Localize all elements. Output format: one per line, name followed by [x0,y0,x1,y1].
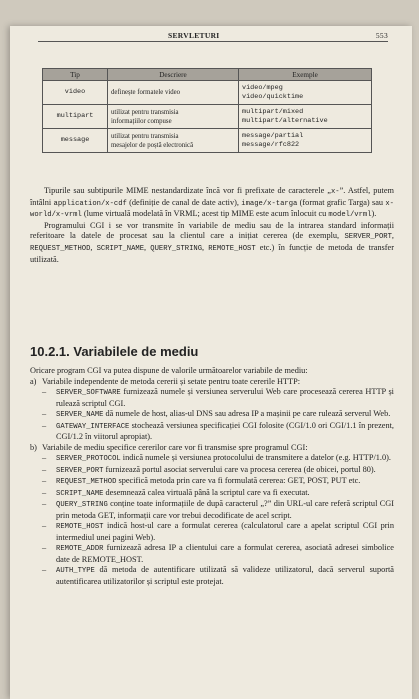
variable-description: conține toate informațiile de după caracterul „?” din URL-ul care referă scriptul CGI prin metoda GET, informații care vor trebui decodificate de acel script. [56,499,394,520]
group-text: Variabile independente de metoda cererii și setate pentru toate cererile HTTP: [42,376,301,386]
column-header-type: Tip [43,69,108,81]
text-run: (definiție de canal de date activ), [126,197,242,207]
running-header [10,26,412,42]
cell-type [43,105,108,129]
variable-name: REMOTE_HOST [56,523,104,531]
text-run: , [90,242,97,252]
group-text: Variabile de mediu specifice cererilor care vor fi transmise spre programul CGI: [42,442,308,452]
paragraph-cgi-variables [30,221,394,265]
list-item: – SERVER_PORT furnizează portul asociat serverului care va procesa cererea (de obicei, portul 80). [42,464,376,475]
text-run: (lume virtuală modelată în VRML; acest tip MIME este acum înlocuit cu [81,209,329,219]
text-run: Tipurile sau subtipurile MIME nestandardizate încă vor fi prefixate de caracterele „ [44,186,331,195]
variable-description: indică numele și versiunea protocolului de transmitere a datelor (e.g. HTTP/1.0). [120,453,391,462]
text-run: , [202,242,209,252]
group-heading [30,377,394,388]
column-header-examples: Exemple [239,69,372,81]
type-code: video [64,88,86,96]
variable-name: REQUEST_METHOD [56,478,117,486]
inline-code: REQUEST_METHOD [30,244,91,253]
text-run: Programului CGI i se vor transmite în variabile de mediu sau de la intrarea standard informații referitoare la datele de procesat sau la clientul care a inițiat cererea (de exemplu, [30,220,394,241]
variable-name: SERVER_PROTOCOL [56,455,121,463]
inline-code: model/vrml [328,211,372,220]
table-row [43,105,372,129]
paragraph-mime-prefix [30,186,394,221]
chapter-title: SERVLETURI [168,31,220,40]
text-run: , [144,242,151,252]
description-line: utilizat pentru transmisia [111,132,179,140]
example-line: multipart/alternative [242,116,328,125]
variable-description: indică host-ul care a formulat cererea (calculatorul care a apelat scriptul CGI prin intermediul unei pagini Web). [56,521,394,542]
group-b [30,443,394,588]
text-run: (format grafic Targa) sau [297,197,386,207]
example-line: message/rfc822 [242,140,300,149]
book-page [10,26,412,699]
type-code: multipart [56,112,94,120]
table-header-row [43,69,372,81]
page-number: 553 [375,31,388,40]
list-item: – SCRIPT_NAME desemnează calea virtuală până la scriptul care va fi executat. [42,487,310,498]
cell-examples [239,129,372,153]
description-line: utilizat pentru transmisia [111,108,179,116]
cell-description [108,81,239,105]
list-item: – REMOTE_HOST indică host-ul care a formulat cererea (calculatorul care a apelat scriptul CGI prin intermediul unei pagini Web). [42,521,394,542]
text-run: , [391,231,394,241]
variable-description: furnizează adresa IP a clientului care a formulat cererea, asociată adresei simbolice date de REMOTE_HOST. [56,543,394,564]
cell-examples [239,105,372,129]
cell-type [43,81,108,105]
example-line: multipart/mixed [242,107,304,116]
inline-code: QUERY_STRING [150,244,203,253]
group-a [30,377,394,443]
type-code: message [60,136,90,144]
list-item: – SERVER_NAME dă numele de host, alias-ul DNS sau adresa IP a mașinii pe care rulează serverul Web. [42,409,391,419]
variable-name: SCRIPT_NAME [56,489,104,498]
table-row [43,129,372,153]
variable-description: furnizează numele și versiunea serverului Web care procesează cererea HTTP și rulează scriptul CGI. [56,387,394,408]
variable-description: furnizează portul asociat serverului care va procesa cererea (de obicei, portul 80). [103,464,376,474]
list-item: – AUTH_TYPE dă metoda de autentificare utilizată să valideze utilizatorul, dacă serverul suportă autentificarea utilizatorilor și scriptul este protejat. [42,565,394,586]
variable-name: REMOTE_ADDR [56,545,104,553]
example-line: video/quicktime [242,92,304,101]
inline-code: REMOTE_HOST [208,244,256,253]
description-line: mesajelor de poștă electronică [111,141,194,149]
group-heading [30,443,394,454]
header-rule [38,41,388,42]
list-item: – REQUEST_METHOD specifică metoda prin care va fi formulată cererea: GET, POST, PUT etc. [42,476,361,486]
inline-code: application/x-cdf [53,199,127,208]
cell-type [43,129,108,153]
variable-name: SERVER_NAME [56,411,104,419]
group-label: b) [30,442,37,452]
list-item: – QUERY_STRING conține toate informațiile de după caracterul „?” din URL-ul care referă scriptul CGI prin metoda GET, informații care vor trebui decodificate de acel script. [42,499,394,520]
cell-examples [239,81,372,105]
variable-description: dă metoda de autentificare utilizată să valideze utilizatorul, dacă serverul suportă autentificarea utilizatorilor și scriptul este protejat. [56,565,394,586]
group-label: a) [30,376,37,386]
variable-description: stochează versiunea specificației CGI folosite (CGI/1.0 ori CGI/1.1 în prezent, CGI/1.2 în viitorul apropiat). [56,420,394,441]
variable-description: dă numele de host, alias-ul DNS sau adresa IP a mașinii pe care rulează serverul Web. [103,409,391,418]
mime-types-table [42,68,372,153]
list-item: – REMOTE_ADDR furnizează adresa IP a clientului care a formulat cererea, asociată adresei simbolice date de REMOTE_HOST. [42,543,394,564]
variable-name: QUERY_STRING [56,501,108,509]
variable-description: desemnează calea virtuală până la scriptul care va fi executat. [103,487,310,497]
environment-variables-list [30,366,394,587]
variable-name: SERVER_PORT [56,466,104,475]
inline-code: x-world/x-vrml [30,199,394,220]
list-intro: Oricare program CGI va putea dispune de valorile următoarelor variabile de mediu: [30,366,308,375]
example-line: message/partial [242,131,304,140]
cell-description [108,129,239,153]
text-run: ). [371,209,377,219]
cell-description [108,105,239,129]
description-line: informațiilor compuse [111,117,172,125]
list-item: – SERVER_PROTOCOL indică numele și versiunea protocolului de transmitere a datelor (e.g. HTTP/1.0). [42,453,391,463]
column-header-description: Descriere [108,69,239,81]
variable-name: SERVER_SOFTWARE [56,389,121,397]
variable-name: AUTH_TYPE [56,567,95,575]
example-line: video/mpeg [242,83,283,92]
text-run: etc.) în funcție de metoda de transfer utilizată. [30,242,394,264]
table-row [43,81,372,105]
list-item: – SERVER_SOFTWARE furnizează numele și versiunea serverului Web care procesează cererea HTTP și rulează scriptul CGI. [42,387,394,408]
inline-code: x- [330,188,340,196]
section-heading: 10.2.1. Variabilele de mediu [30,344,199,359]
variable-name: GATEWAY_INTERFACE [56,422,130,431]
list-item: – GATEWAY_INTERFACE stochează versiunea specificației CGI folosite (CGI/1.0 ori CGI/1.1 în prezent, CGI/1.2 în viitorul apropiat). [42,420,394,441]
text-run: ”. Astfel, putem întâlni [30,186,394,207]
description-line: definește formatele video [111,89,181,96]
body-paragraphs [30,186,394,265]
inline-code: SERVER_PORT [344,233,392,242]
variable-description: specifică metoda prin care va fi formulată cererea: GET, POST, PUT etc. [116,476,361,485]
inline-code: image/x-targa [241,199,298,208]
inline-code: SCRIPT_NAME [96,244,145,253]
